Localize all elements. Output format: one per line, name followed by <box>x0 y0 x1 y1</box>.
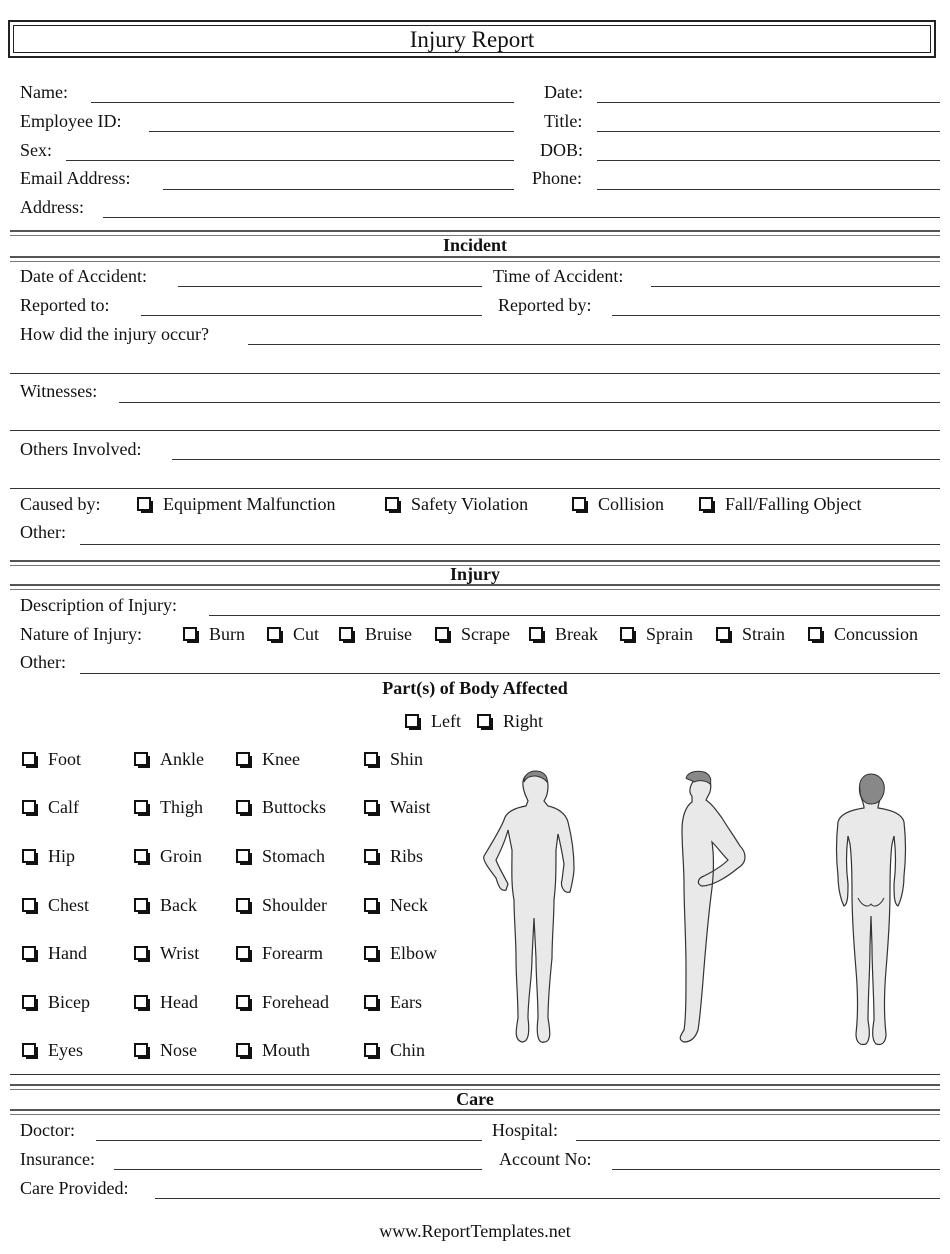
nature-option-label: Break <box>555 624 598 644</box>
checkbox-icon <box>364 946 378 960</box>
body-part-forehead[interactable] <box>236 992 329 1012</box>
body-part-forearm[interactable] <box>236 943 323 963</box>
account-no-label: Account No: <box>499 1149 592 1169</box>
checkbox-icon <box>620 627 634 641</box>
page-title: Injury Report <box>13 25 931 53</box>
cause-other-label: Other: <box>20 522 66 542</box>
body-part-label: Head <box>160 992 198 1012</box>
nature-option-label: Cut <box>293 624 320 644</box>
body-part-label: Groin <box>160 846 202 866</box>
checkbox-icon <box>808 627 822 641</box>
checkbox-icon <box>22 752 36 766</box>
body-part-label: Elbow <box>390 943 437 963</box>
body-part-hand[interactable] <box>22 943 87 963</box>
employee-id-label: Employee ID: <box>20 111 122 131</box>
side-label: Left <box>431 711 461 731</box>
body-part-mouth[interactable] <box>236 1040 310 1060</box>
job-title-field[interactable] <box>597 131 940 132</box>
how-injury-occurred-field[interactable] <box>248 344 940 345</box>
body-part-ribs[interactable] <box>364 846 423 866</box>
doctor-field[interactable] <box>96 1140 482 1141</box>
date-of-accident-field[interactable] <box>178 286 482 287</box>
nature-other-field[interactable] <box>80 673 940 674</box>
title-frame <box>8 20 936 58</box>
checkbox-icon <box>385 497 399 511</box>
time-of-accident-field[interactable] <box>651 286 940 287</box>
phone-field[interactable] <box>597 189 940 190</box>
body-part-shoulder[interactable] <box>236 895 327 915</box>
cause-equipment-malfunction-checkbox[interactable] <box>137 494 335 514</box>
side-right-checkbox[interactable] <box>477 711 543 731</box>
body-part-waist[interactable] <box>364 797 431 817</box>
body-part-knee[interactable] <box>236 749 300 769</box>
date-of-accident-label: Date of Accident: <box>20 266 147 286</box>
checkbox-icon <box>236 898 250 912</box>
checkbox-icon <box>22 946 36 960</box>
body-part-shin[interactable] <box>364 749 423 769</box>
incident-heading: Incident <box>442 235 507 255</box>
checkbox-icon <box>134 849 148 863</box>
insurance-field[interactable] <box>114 1169 482 1170</box>
name-label: Name: <box>20 82 68 102</box>
checkbox-icon <box>699 497 713 511</box>
witnesses-field[interactable] <box>119 402 940 403</box>
checkbox-icon <box>236 849 250 863</box>
how-injury-occurred-field-2[interactable] <box>10 373 940 374</box>
care-divider-bottom <box>10 1109 940 1115</box>
cause-option-label: Collision <box>598 494 665 514</box>
checkbox-icon <box>183 627 197 641</box>
nature-concussion-checkbox[interactable] <box>808 624 918 644</box>
date-label: Date: <box>544 82 583 102</box>
witnesses-field-2[interactable] <box>10 430 940 431</box>
body-part-calf[interactable] <box>22 797 79 817</box>
checkbox-icon <box>572 497 586 511</box>
email-field[interactable] <box>163 189 514 190</box>
body-part-label: Hip <box>48 846 75 866</box>
body-side-figure[interactable] <box>672 768 752 1046</box>
body-part-label: Ribs <box>390 846 424 866</box>
body-part-label: Forearm <box>262 943 323 963</box>
others-involved-label: Others Involved: <box>20 439 142 459</box>
body-part-label: Foot <box>48 749 82 769</box>
checkbox-icon <box>134 800 148 814</box>
nature-break-checkbox[interactable] <box>529 624 598 644</box>
job-title-label: Title: <box>544 111 583 131</box>
care-heading: Care <box>456 1089 494 1109</box>
nature-option-label: Burn <box>209 624 245 644</box>
body-part-label: Nose <box>160 1040 197 1060</box>
body-part-label: Shoulder <box>262 895 327 915</box>
cause-option-label: Safety Violation <box>411 494 529 514</box>
checkbox-icon <box>236 800 250 814</box>
injury-heading: Injury <box>449 564 500 584</box>
nature-option-label: Strain <box>742 624 785 644</box>
body-part-label: Calf <box>48 797 79 817</box>
others-involved-field[interactable] <box>172 459 940 460</box>
care-provided-field[interactable] <box>155 1198 940 1199</box>
description-label: Description of Injury: <box>20 595 177 615</box>
nature-strain-checkbox[interactable] <box>716 624 785 644</box>
others-involved-field-2[interactable] <box>10 488 940 489</box>
cause-safety-violation-checkbox[interactable] <box>385 494 528 514</box>
email-label: Email Address: <box>20 168 131 188</box>
checkbox-icon <box>134 946 148 960</box>
nature-label: Nature of Injury: <box>20 624 142 644</box>
dob-field[interactable] <box>597 160 940 161</box>
checkbox-icon <box>22 995 36 1009</box>
body-part-label: Buttocks <box>262 797 327 817</box>
checkbox-icon <box>716 627 730 641</box>
name-field[interactable] <box>91 102 514 103</box>
side-left-checkbox[interactable] <box>405 711 461 731</box>
nature-option-label: Bruise <box>365 624 412 644</box>
checkbox-icon <box>22 898 36 912</box>
body-part-label: Mouth <box>262 1040 311 1060</box>
checkbox-icon <box>364 752 378 766</box>
checkbox-icon <box>364 800 378 814</box>
footer-url[interactable]: www.ReportTemplates.net <box>379 1221 571 1241</box>
body-part-neck[interactable] <box>364 895 428 915</box>
checkbox-icon <box>435 627 449 641</box>
body-back-figure[interactable] <box>830 770 912 1048</box>
nature-option-label: Sprain <box>646 624 693 644</box>
checkbox-icon <box>22 800 36 814</box>
body-part-label: Eyes <box>48 1040 83 1060</box>
body-part-nose[interactable] <box>134 1040 197 1060</box>
body-part-label: Thigh <box>160 797 203 817</box>
nature-sprain-checkbox[interactable] <box>620 624 693 644</box>
body-part-chin[interactable] <box>364 1040 425 1060</box>
nature-scrape-checkbox[interactable] <box>435 624 510 644</box>
checkbox-icon <box>236 752 250 766</box>
body-part-label: Forehead <box>262 992 329 1012</box>
body-part-hip[interactable] <box>22 846 75 866</box>
body-part-label: Chin <box>390 1040 426 1060</box>
address-label: Address: <box>20 197 84 217</box>
body-section-bottom-line <box>10 1074 940 1075</box>
checkbox-icon <box>405 714 419 728</box>
cause-fall-checkbox[interactable] <box>699 494 862 514</box>
cause-option-label: Fall/Falling Object <box>725 494 862 514</box>
body-front-figure[interactable] <box>478 768 578 1050</box>
nature-cut-checkbox[interactable] <box>267 624 319 644</box>
checkbox-icon <box>137 497 151 511</box>
reported-by-field[interactable] <box>612 315 940 316</box>
sex-field[interactable] <box>66 160 514 161</box>
body-part-chest[interactable] <box>22 895 89 915</box>
nature-bruise-checkbox[interactable] <box>339 624 412 644</box>
body-part-label: Bicep <box>48 992 90 1012</box>
body-part-label: Hand <box>48 943 87 963</box>
checkbox-icon <box>236 995 250 1009</box>
body-parts-heading: Part(s) of Body Affected <box>382 678 568 698</box>
body-part-label: Knee <box>262 749 300 769</box>
body-part-wrist[interactable] <box>134 943 199 963</box>
nature-option-label: Scrape <box>461 624 510 644</box>
checkbox-icon <box>529 627 543 641</box>
body-part-head[interactable] <box>134 992 198 1012</box>
nature-burn-checkbox[interactable] <box>183 624 245 644</box>
hospital-label: Hospital: <box>492 1120 558 1140</box>
body-part-ankle[interactable] <box>134 749 204 769</box>
care-provided-label: Care Provided: <box>20 1178 129 1198</box>
checkbox-icon <box>236 946 250 960</box>
employee-id-field[interactable] <box>149 131 514 132</box>
description-field[interactable] <box>209 615 940 616</box>
reported-by-label: Reported by: <box>498 295 592 315</box>
injury-divider-bottom <box>10 584 940 590</box>
how-injury-occurred-label: How did the injury occur? <box>20 324 209 344</box>
sex-label: Sex: <box>20 140 53 160</box>
body-part-ears[interactable] <box>364 992 422 1012</box>
checkbox-icon <box>236 1043 250 1057</box>
checkbox-icon <box>339 627 353 641</box>
time-of-accident-label: Time of Accident: <box>493 266 624 286</box>
checkbox-icon <box>364 898 378 912</box>
cause-option-label: Equipment Malfunction <box>163 494 336 514</box>
insurance-label: Insurance: <box>20 1149 95 1169</box>
checkbox-icon <box>364 849 378 863</box>
checkbox-icon <box>364 995 378 1009</box>
incident-divider-bottom <box>10 256 940 262</box>
body-part-buttocks[interactable] <box>236 797 326 817</box>
checkbox-icon <box>134 995 148 1009</box>
doctor-label: Doctor: <box>20 1120 75 1140</box>
body-part-elbow[interactable] <box>364 943 437 963</box>
body-part-back[interactable] <box>134 895 197 915</box>
body-part-eyes[interactable] <box>22 1040 83 1060</box>
body-part-thigh[interactable] <box>134 797 203 817</box>
checkbox-icon <box>134 1043 148 1057</box>
cause-collision-checkbox[interactable] <box>572 494 664 514</box>
phone-label: Phone: <box>532 168 583 188</box>
body-part-label: Shin <box>390 749 424 769</box>
hospital-field[interactable] <box>576 1140 940 1141</box>
reported-to-label: Reported to: <box>20 295 110 315</box>
dob-label: DOB: <box>540 140 584 160</box>
checkbox-icon <box>134 898 148 912</box>
caused-by-label: Caused by: <box>20 494 101 514</box>
side-label: Right <box>503 711 544 731</box>
reported-to-field[interactable] <box>141 315 482 316</box>
body-part-label: Wrist <box>160 943 200 963</box>
nature-option-label: Concussion <box>834 624 919 644</box>
body-part-label: Back <box>160 895 197 915</box>
body-part-label: Chest <box>48 895 90 915</box>
body-part-label: Stomach <box>262 846 325 866</box>
checkbox-icon <box>477 714 491 728</box>
nature-other-label: Other: <box>20 652 66 672</box>
body-part-label: Ankle <box>160 749 204 769</box>
body-part-groin[interactable] <box>134 846 202 866</box>
account-no-field[interactable] <box>612 1169 940 1170</box>
body-part-label: Neck <box>390 895 428 915</box>
checkbox-icon <box>267 627 281 641</box>
body-part-stomach[interactable] <box>236 846 325 866</box>
body-part-bicep[interactable] <box>22 992 90 1012</box>
checkbox-icon <box>22 849 36 863</box>
body-part-label: Waist <box>390 797 431 817</box>
cause-other-field[interactable] <box>80 544 940 545</box>
body-part-label: Ears <box>390 992 422 1012</box>
witnesses-label: Witnesses: <box>20 381 98 401</box>
checkbox-icon <box>22 1043 36 1057</box>
checkbox-icon <box>364 1043 378 1057</box>
checkbox-icon <box>134 752 148 766</box>
date-field[interactable] <box>597 102 940 103</box>
address-field[interactable] <box>103 217 940 218</box>
body-part-foot[interactable] <box>22 749 81 769</box>
